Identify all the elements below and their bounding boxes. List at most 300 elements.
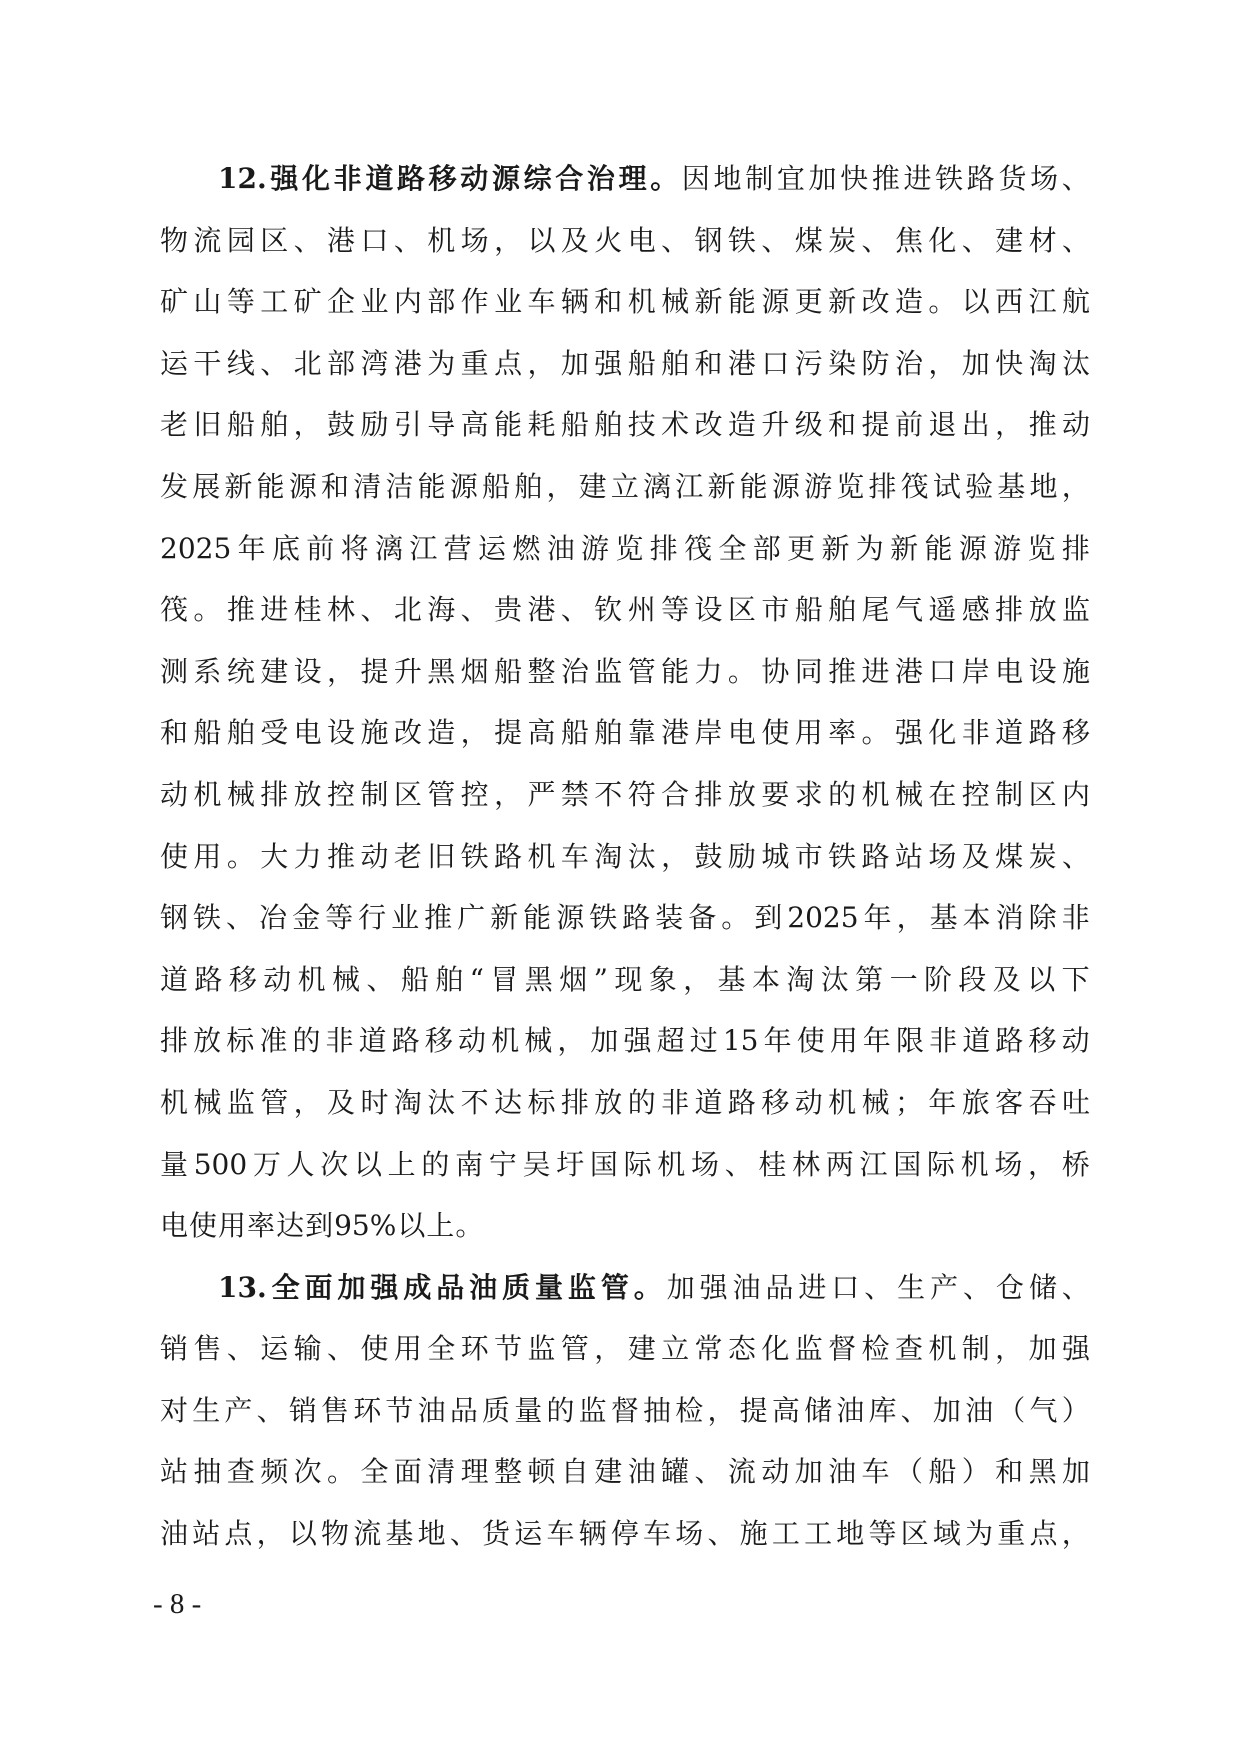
text-glyph: 不 — [460, 1085, 489, 1119]
text-glyph: 动 — [794, 1085, 823, 1119]
text-glyph: 、 — [1061, 162, 1090, 195]
text-glyph: 油 — [836, 1393, 865, 1427]
text-glyph: 煤 — [794, 223, 823, 257]
text-glyph: ） — [961, 1455, 990, 1489]
text-glyph: 查 — [226, 1455, 255, 1489]
text-glyph: 标 — [527, 1085, 556, 1119]
text-glyph: 油 — [160, 1517, 189, 1551]
text-glyph: 新 — [224, 469, 253, 503]
text-glyph: 路 — [396, 162, 425, 195]
text-glyph: 、 — [393, 223, 422, 257]
text-glyph: 进 — [903, 162, 932, 195]
text-glyph: 量 — [160, 1147, 189, 1181]
text-glyph: 桂 — [758, 1147, 787, 1181]
text-glyph: 将 — [340, 531, 369, 565]
text-glyph: 强 — [270, 162, 299, 195]
text-glyph: 、 — [460, 593, 489, 627]
text-glyph: 提 — [861, 408, 890, 442]
text-glyph: 建 — [594, 1455, 623, 1489]
text-glyph: 机 — [297, 962, 326, 996]
text-glyph: 、 — [260, 346, 289, 380]
text-glyph: 道 — [962, 1024, 991, 1058]
text-line — [160, 468, 1090, 505]
text-glyph: 燃 — [512, 531, 541, 565]
text-glyph: 、 — [962, 1270, 991, 1304]
text-glyph: 车 — [527, 285, 556, 319]
text-glyph: 黑 — [524, 962, 553, 996]
text-glyph: 场 — [994, 1147, 1023, 1181]
text-glyph: 北 — [393, 593, 422, 627]
text-glyph: 管 — [260, 1085, 289, 1119]
text-glyph: 筏 — [160, 593, 189, 627]
text-glyph: 营 — [443, 531, 472, 565]
text-glyph: 海 — [427, 593, 456, 627]
text-glyph: 口 — [928, 654, 957, 688]
text-glyph: 频 — [260, 1455, 289, 1489]
text-glyph: 储 — [804, 1393, 833, 1427]
text-glyph: 退 — [928, 408, 957, 442]
text-glyph: 国 — [589, 1147, 618, 1181]
text-glyph: 舶 — [226, 716, 255, 750]
text-glyph: 非 — [333, 162, 362, 195]
text-glyph: 排 — [560, 1085, 589, 1119]
text-glyph: 制 — [995, 777, 1024, 811]
text-glyph: 节 — [494, 1332, 523, 1366]
text-line — [160, 1515, 1090, 1552]
text-glyph: 装 — [655, 901, 684, 935]
text-glyph: 站 — [192, 1517, 221, 1551]
text-glyph: 冒 — [490, 962, 519, 996]
text-glyph: 造 — [427, 716, 456, 750]
text-glyph: 电 — [995, 654, 1024, 688]
text-glyph: 产 — [930, 1270, 959, 1304]
text-line — [160, 1453, 1090, 1490]
text-glyph: 治 — [586, 162, 615, 195]
text-glyph: 和 — [828, 408, 857, 442]
text-glyph: 尾 — [861, 593, 890, 627]
text-glyph: 强 — [894, 716, 923, 750]
text-glyph: 、 — [327, 1332, 356, 1366]
text-glyph: 感 — [961, 593, 990, 627]
text-glyph: 排 — [649, 531, 678, 565]
text-glyph: 排 — [160, 1024, 189, 1058]
text-glyph: 系 — [193, 654, 222, 688]
text-glyph: 、 — [256, 1393, 285, 1427]
text-glyph: 江 — [859, 1147, 888, 1181]
text-glyph: 动 — [360, 839, 389, 873]
text-glyph: 钢 — [694, 223, 723, 257]
text-glyph: 移 — [424, 1024, 453, 1058]
text-glyph: 禁 — [560, 777, 589, 811]
text-glyph: 用 — [393, 1332, 422, 1366]
text-glyph: 仓 — [995, 1270, 1024, 1304]
text-glyph: ， — [1061, 469, 1090, 503]
text-glyph: 国 — [893, 1147, 922, 1181]
text-line — [160, 1022, 1090, 1059]
text-glyph: 重 — [997, 1517, 1026, 1551]
text-glyph: 售 — [193, 1332, 222, 1366]
text-glyph: 上 — [426, 1209, 455, 1243]
text-glyph: 监 — [226, 1085, 255, 1119]
text-glyph: 象 — [648, 962, 677, 996]
text-glyph: 排 — [260, 777, 289, 811]
text-glyph: 年 — [928, 1085, 957, 1119]
text-glyph: 道 — [694, 1085, 723, 1119]
text-glyph: 加 — [666, 1270, 695, 1304]
text-glyph: 整 — [494, 1455, 523, 1489]
text-glyph: 备 — [688, 901, 717, 935]
text-glyph: 能 — [727, 285, 756, 319]
text-glyph: ， — [460, 716, 489, 750]
text-glyph: 阶 — [923, 962, 952, 996]
text-glyph: 汰 — [427, 1085, 456, 1119]
text-glyph: 储 — [1028, 1270, 1057, 1304]
text-glyph: 管 — [427, 777, 456, 811]
text-glyph: 全 — [427, 1332, 456, 1366]
text-glyph: 械 — [894, 777, 923, 811]
text-glyph: 污 — [794, 346, 823, 380]
text-glyph: 排 — [694, 777, 723, 811]
text-glyph: 场 — [1030, 162, 1059, 195]
text-glyph: 强 — [370, 1270, 399, 1304]
text-glyph: 监 — [594, 654, 623, 688]
text-glyph: 。 — [633, 1270, 662, 1304]
text-glyph: 船 — [794, 593, 823, 627]
text-glyph: 励 — [360, 408, 389, 442]
text-glyph: 洁 — [385, 469, 414, 503]
text-glyph: 江 — [675, 469, 704, 503]
text-glyph: 老 — [160, 408, 189, 442]
text-glyph: 新 — [828, 285, 857, 319]
text-glyph: 设 — [327, 716, 356, 750]
text-glyph: 道 — [365, 162, 394, 195]
text-glyph: 一 — [889, 962, 918, 996]
text-glyph: 、 — [694, 1455, 723, 1489]
text-glyph: 、 — [560, 593, 589, 627]
text-glyph: 、 — [900, 1393, 929, 1427]
text-glyph: 能 — [494, 408, 523, 442]
text-glyph: ， — [995, 1332, 1024, 1366]
text-glyph: 。 — [861, 716, 890, 750]
text-glyph: 常 — [694, 1332, 723, 1366]
text-glyph: 用 — [193, 839, 222, 873]
text-glyph: 放 — [727, 777, 756, 811]
text-glyph: 2025 — [787, 901, 859, 935]
text-glyph: 动 — [160, 777, 189, 811]
text-glyph: 排 — [995, 593, 1024, 627]
text-glyph: 西 — [995, 285, 1024, 319]
text-glyph: 能 — [924, 531, 953, 565]
text-glyph: 运 — [260, 1332, 289, 1366]
text-glyph: 圩 — [556, 1147, 585, 1181]
text-glyph: 、 — [1061, 1270, 1090, 1304]
text-glyph: 查 — [894, 1332, 923, 1366]
text-glyph: 底 — [271, 531, 300, 565]
text-glyph: 铁 — [193, 901, 222, 935]
text-glyph: 吞 — [1028, 1085, 1057, 1119]
text-glyph: ， — [707, 1393, 736, 1427]
text-glyph: 进 — [260, 593, 289, 627]
text-glyph: 更 — [787, 531, 816, 565]
text-glyph: 统 — [226, 654, 255, 688]
text-glyph: 林 — [327, 593, 356, 627]
text-glyph: 路 — [995, 1024, 1024, 1058]
text-glyph: 道 — [995, 716, 1024, 750]
text-glyph: 不 — [594, 777, 623, 811]
text-glyph: 江 — [1028, 285, 1057, 319]
text-glyph: 年 — [763, 1024, 792, 1058]
text-glyph: 运 — [160, 346, 189, 380]
text-glyph: 监 — [527, 1332, 556, 1366]
text-glyph: 品 — [449, 1393, 478, 1427]
text-glyph: 。 — [727, 654, 756, 688]
text-glyph: 排 — [868, 469, 897, 503]
text-glyph: 干 — [193, 346, 222, 380]
text-glyph: 12. — [218, 162, 267, 195]
text-glyph: 加 — [1061, 1455, 1090, 1489]
text-glyph: 用 — [829, 1024, 858, 1058]
text-glyph: 出 — [961, 408, 990, 442]
body-text — [160, 160, 1090, 1577]
text-glyph: 节 — [385, 1393, 414, 1427]
text-glyph: 。 — [455, 1209, 484, 1243]
text-glyph: 路 — [194, 962, 223, 996]
text-glyph: 现 — [614, 962, 643, 996]
text-glyph: 推 — [828, 654, 857, 688]
text-glyph: 技 — [627, 408, 656, 442]
text-glyph: 耗 — [527, 408, 556, 442]
text-glyph: 段 — [958, 962, 987, 996]
text-glyph: 舶 — [661, 346, 690, 380]
text-glyph: 品 — [765, 1270, 794, 1304]
text-glyph: 物 — [160, 223, 189, 257]
text-glyph: 强 — [623, 1024, 652, 1058]
text-glyph: 电 — [160, 1209, 189, 1243]
text-glyph: 提 — [739, 1393, 768, 1427]
text-glyph: 要 — [761, 777, 790, 811]
text-glyph: 舶 — [260, 408, 289, 442]
text-glyph: 协 — [761, 654, 790, 688]
text-glyph: 以 — [288, 1517, 317, 1551]
text-glyph: 岸 — [961, 654, 990, 688]
text-glyph: 和 — [160, 716, 189, 750]
text-glyph: 前 — [894, 408, 923, 442]
text-glyph: 淘 — [1028, 346, 1057, 380]
text-glyph: 火 — [594, 223, 623, 257]
text-glyph: 船 — [400, 962, 429, 996]
text-glyph: ， — [327, 654, 356, 688]
text-glyph: 建 — [260, 654, 289, 688]
text-glyph: 级 — [794, 408, 823, 442]
text-glyph: 油 — [627, 1455, 656, 1489]
text-glyph: 舶 — [594, 716, 623, 750]
text-glyph: 铁 — [460, 839, 489, 873]
text-glyph: 环 — [460, 1332, 489, 1366]
text-line — [160, 653, 1090, 690]
text-glyph: 运 — [478, 531, 507, 565]
text-glyph: 检 — [675, 1393, 704, 1427]
text-glyph: 同 — [794, 654, 823, 688]
text-glyph: 港 — [527, 593, 556, 627]
text-glyph: 及 — [560, 223, 589, 257]
text-glyph: 内 — [393, 285, 422, 319]
text-glyph: 管 — [627, 654, 656, 688]
text-glyph: 、 — [861, 223, 890, 257]
text-glyph: 际 — [926, 1147, 955, 1181]
text-glyph: 基 — [385, 1517, 414, 1551]
text-glyph: 标 — [226, 1024, 255, 1058]
text-glyph: 设 — [1028, 654, 1057, 688]
text-glyph: 、 — [226, 1332, 255, 1366]
text-glyph: 路 — [727, 1085, 756, 1119]
text-glyph: 非 — [929, 1024, 958, 1058]
text-glyph: 工 — [260, 285, 289, 319]
text-glyph: 术 — [661, 408, 690, 442]
text-line — [160, 1330, 1090, 1367]
text-glyph: 强 — [1061, 1332, 1090, 1366]
text-glyph: 湾 — [360, 346, 389, 380]
text-glyph: 人 — [286, 1147, 315, 1181]
text-glyph: 港 — [327, 223, 356, 257]
text-glyph: 车 — [643, 1517, 672, 1551]
text-glyph: 移 — [761, 1085, 790, 1119]
text-glyph: 到 — [754, 901, 783, 935]
text-glyph: 用 — [794, 716, 823, 750]
text-glyph: 船 — [928, 1455, 957, 1489]
text-glyph: 路 — [622, 901, 651, 935]
text-glyph: 物 — [321, 1517, 350, 1551]
text-glyph: 机 — [828, 1085, 857, 1119]
text-glyph: 清 — [427, 1455, 456, 1489]
text-glyph: 符 — [627, 777, 656, 811]
text-glyph: 市 — [761, 593, 790, 627]
text-glyph: 化 — [761, 1332, 790, 1366]
text-glyph: 站 — [160, 1455, 189, 1489]
text-glyph: 设 — [293, 654, 322, 688]
text-glyph: 基 — [997, 469, 1026, 503]
text-glyph: 非 — [661, 1085, 690, 1119]
text-glyph: 地 — [417, 1517, 446, 1551]
text-glyph: 铁 — [727, 223, 756, 257]
text-glyph: 源 — [288, 469, 317, 503]
text-glyph: 能 — [661, 654, 690, 688]
text-glyph: 清 — [353, 469, 382, 503]
text-glyph: 合 — [661, 777, 690, 811]
text-glyph: 移 — [428, 162, 457, 195]
text-glyph: 、 — [293, 223, 322, 257]
text-glyph: 船 — [560, 716, 589, 750]
text-glyph: 地 — [836, 1517, 865, 1551]
text-glyph: 面 — [304, 1270, 333, 1304]
text-glyph: 综 — [523, 162, 552, 195]
text-glyph: 路 — [391, 1024, 420, 1058]
text-glyph: 舶 — [514, 469, 543, 503]
text-line — [160, 591, 1090, 628]
text-glyph: 铁 — [828, 839, 857, 873]
text-glyph: 以 — [961, 285, 990, 319]
text-glyph: 内 — [1061, 777, 1090, 811]
text-glyph: 广 — [457, 901, 486, 935]
text-glyph: 施 — [1061, 654, 1090, 688]
text-glyph: 大 — [260, 839, 289, 873]
text-glyph: 次 — [320, 1147, 349, 1181]
text-glyph: 下 — [1061, 962, 1090, 996]
text-glyph: （ — [997, 1393, 1026, 1427]
text-glyph: 。 — [193, 593, 222, 627]
text-glyph: 准 — [259, 1024, 288, 1058]
text-glyph: 销 — [160, 1332, 189, 1366]
text-glyph: 铁 — [589, 901, 618, 935]
text-glyph: 漓 — [374, 531, 403, 565]
text-glyph: 路 — [861, 839, 890, 873]
text-glyph: 能 — [256, 469, 285, 503]
text-glyph: 为 — [855, 531, 884, 565]
text-glyph: 林 — [792, 1147, 821, 1181]
text-glyph: 、 — [1061, 223, 1090, 257]
text-glyph: 的 — [627, 1085, 656, 1119]
text-glyph: 抽 — [193, 1455, 222, 1489]
text-glyph: 非 — [1061, 901, 1090, 935]
text-line — [160, 1084, 1090, 1121]
text-glyph: 点 — [494, 346, 523, 380]
text-glyph: 部 — [427, 285, 456, 319]
text-glyph: 消 — [995, 901, 1024, 935]
text-glyph: 道 — [160, 962, 189, 996]
text-line — [160, 899, 1090, 936]
text-glyph: 对 — [160, 1393, 189, 1427]
text-glyph: 流 — [727, 1455, 756, 1489]
text-line — [160, 1207, 1090, 1244]
text-glyph: 施 — [360, 716, 389, 750]
text-glyph: 钢 — [160, 901, 189, 935]
text-glyph: 烟 — [559, 962, 588, 996]
text-glyph: 贵 — [494, 593, 523, 627]
text-glyph: 第 — [855, 962, 884, 996]
text-glyph: 监 — [1061, 593, 1090, 627]
text-glyph: 气 — [1029, 1393, 1058, 1427]
text-glyph: 城 — [761, 839, 790, 873]
text-glyph: 区 — [727, 593, 756, 627]
text-glyph: ， — [1028, 1147, 1057, 1181]
text-glyph: 站 — [894, 839, 923, 873]
text-glyph: 非 — [325, 1024, 354, 1058]
text-glyph: 。 — [226, 839, 255, 873]
text-glyph: 动 — [263, 962, 292, 996]
text-glyph: 制 — [961, 1332, 990, 1366]
text-glyph: 化 — [302, 162, 331, 195]
text-glyph: 顿 — [527, 1455, 556, 1489]
text-glyph: 等 — [661, 593, 690, 627]
text-glyph: 新 — [890, 531, 919, 565]
text-glyph: 用 — [218, 1209, 247, 1243]
text-glyph: 遥 — [928, 593, 957, 627]
text-glyph: 督 — [828, 1332, 857, 1366]
text-glyph: 加 — [560, 346, 589, 380]
text-glyph: 油 — [828, 1455, 857, 1489]
text-glyph: 场 — [928, 839, 957, 873]
text-glyph: 管 — [560, 1332, 589, 1366]
text-glyph: 重 — [460, 346, 489, 380]
text-glyph: 销 — [288, 1393, 317, 1427]
text-glyph: 港 — [894, 654, 923, 688]
text-glyph: 时 — [360, 1085, 389, 1119]
text-glyph: 前 — [306, 531, 335, 565]
text-glyph: 治 — [560, 654, 589, 688]
text-glyph: 油 — [965, 1393, 994, 1427]
text-glyph: 点 — [224, 1517, 253, 1551]
text-glyph: 油 — [417, 1393, 446, 1427]
text-glyph: 旧 — [193, 408, 222, 442]
